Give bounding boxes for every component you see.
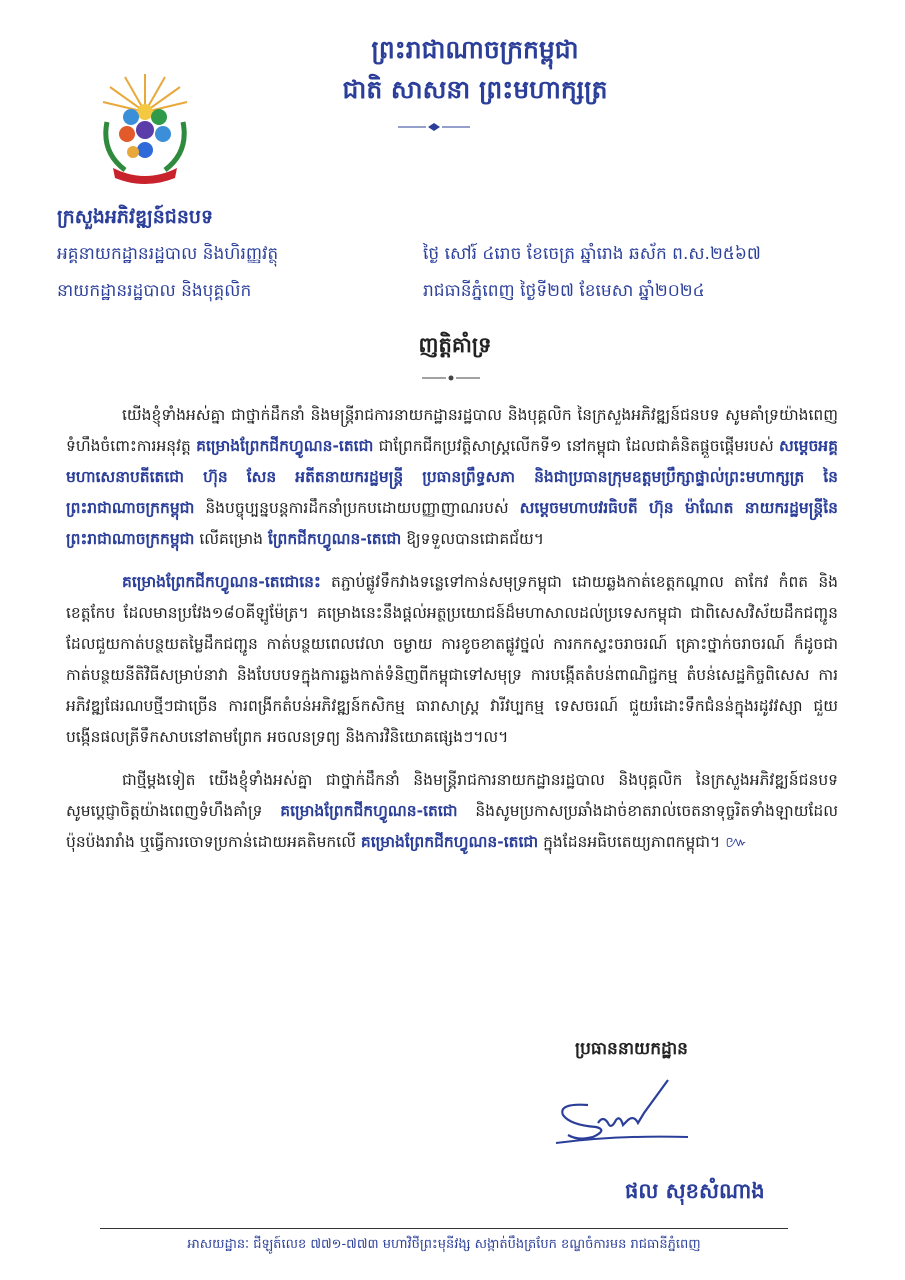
project-name: គម្រោងព្រែកជីកហ្វូណន-តេជោ [360, 833, 539, 851]
project-name: គម្រោងព្រែកជីកហ្វូណន-តេជោនេះ [122, 573, 321, 591]
kingdom-motto [330, 30, 620, 110]
handwritten-signature [548, 1075, 698, 1165]
kingdom-line2: ជាតិ សាសនា ព្រះមហាក្សត្រ [342, 75, 608, 104]
kingdom-line1: ព្រះរាជាណាចក្រកម្ពុជា [371, 35, 579, 64]
text: ឱ្យទទួលបានជោគជ័យ។ [406, 530, 545, 548]
document-title: ញត្តិគាំទ្រ [418, 333, 492, 357]
text: ជាព្រែកជីកប្រវត្តិសាស្ត្រលើកទី១ នៅកម្ពុជា ដែលជាគំនិតផ្តួចផ្តើមរបស់ [378, 437, 774, 455]
project-name: គម្រោងព្រែកជីកហ្វូណន-តេជោ [196, 437, 374, 455]
project-name: ព្រែកជីកហ្វូណន-តេជោ [267, 530, 402, 548]
petition-body [66, 400, 838, 870]
paragraph-2 [66, 567, 838, 753]
footer-divider [100, 1228, 788, 1229]
end-mark: ៚ [725, 833, 748, 851]
motto-ornament [398, 122, 470, 132]
footer-address: អាសយដ្ឋានៈ ជីឡូត៍លេខ ៧៧១-៧៧៣ មហាវិថីព្រះមុនីវង្ស សង្កាត់បឹងត្របែក ខណ្ឌចំការមន រាជធានីភ្នំពេញ [187, 1237, 701, 1252]
paragraph-1 [66, 400, 838, 555]
paragraph-3 [66, 765, 838, 858]
text: ក្នុងដែនអធិបតេយ្យភាពកម្ពុជា។ [543, 833, 721, 851]
signatory-name: ផល សុខសំណាង [625, 1179, 765, 1203]
text: យើងខ្ញុំទាំងអស់គ្នា ជាថ្នាក់ដឹកនាំ និងមន្ត្រីរាជការនាយកដ្ឋានរដ្ឋបាល និងបុគ្គលិក នៃក្រសួងអភិវឌ្ឍន៍ជនបទ សូមគាំទ្រយ៉ាងពេញទំហឹងចំពោះការអនុវត្ត [66, 406, 838, 455]
lunar-date: ថ្ងៃ សៅរ៍ ៤រោច ខែចេត្រ ឆ្នាំរោង ឆស័ក ព.ស.២៥៦៧ [423, 244, 761, 264]
ministry-name: ក្រសួងអភិវឌ្ឍន៍ជនបទ [57, 206, 214, 228]
title-ornament [422, 374, 480, 382]
text: លើគម្រោង [199, 530, 264, 548]
text: តភ្ជាប់ផ្លូវទឹកវាងទន្លេទៅកាន់សមុទ្រកម្ពុជា ដោយឆ្លងកាត់ខេត្តកណ្តាល តាកែវ កំពត និងខេត្តកែប ដែលមានប្រវែង១៨០គីឡូម៉ែត្រ។ គម្រោងនេះនឹងផ្តល់អត្ថប្រយោជន៍ដ៏មហាសាលដល់ប្រទេសកម្ពុជា ជាពិសេសវិស័យដឹកជញ្ជូន ដែលជួយកាត់បន្ថយតម្លៃដឹកជញ្ជូន កាត់បន្ថយពេលវេលា ចម្ងាយ ការខូចខាតផ្លូវថ្នល់ ការកកស្ទះចរាចរណ៍ គ្រោះថ្នាក់ចរាចរណ៍ ក៏ដូចជាកាត់បន្ថយនីតិវិធីសម្រាប់នាវា និងបែបបទក្នុងការឆ្លងកាត់ទំនិញពីកម្ពុជាទៅសមុទ្រ ការបង្កើតតំបន់ពាណិជ្ជកម្ម តំបន់សេដ្ឋកិច្ចពិសេស ការអភិវឌ្ឍផែរណបថ្មីៗជាច្រើន ការពង្រីកតំបន់អភិវឌ្ឍន៍កសិកម្ម ធារាសាស្ត្រ វារីវប្បកម្ម ទេសចរណ៍ ជួយរំដោះទឹកជំនន់ក្នុងរដូវវស្សា ជួយបង្កើនផលត្រីទឹកសាបនៅតាមព្រែក អចលនទ្រព្យ និងការវិនិយោគផ្សេងៗ។ល។ [66, 573, 838, 746]
department: នាយកដ្ឋានរដ្ឋបាល និងបុគ្គលិក [57, 281, 252, 301]
general-department: អគ្គនាយកដ្ឋានរដ្ឋបាល និងហិរញ្ញវត្ថុ [57, 244, 279, 264]
signatory-title: ប្រធាននាយកដ្ឋាន [575, 1039, 688, 1059]
text: ជាថ្មីម្តងទៀត យើងខ្ញុំទាំងអស់គ្នា ជាថ្នាក់ដឹកនាំ និងមន្ត្រីរាជការនាយកដ្ឋានរដ្ឋបាល និងបុគ្គលិក នៃក្រសួងអភិវឌ្ឍន៍ជនបទ សូមប្តេជ្ញាចិត្តយ៉ាងពេញទំហឹងគាំទ្រ [66, 771, 838, 820]
honorific-name: សម្តេចមហាបវរធិបតី ហ៊ុន ម៉ាណែត នាយករដ្ឋមន្ត្រីនៃព្រះរាជាណាចក្រកម្ពុជា [66, 499, 838, 548]
text: និងបច្ចុប្បន្នបន្តការដឹកនាំប្រកបដោយបញ្ញាញាណរបស់ [205, 499, 509, 517]
honorific-name: សម្តេចអគ្គមហាសេនាបតីតេជោ ហ៊ុន សែន អតីតនាយករដ្ឋមន្ត្រី ប្រធានព្រឹទ្ធសភា និងជាប្រធានក្រុមឧត្តមប្រឹក្សាផ្ទាល់ព្រះមហាក្សត្រ នៃព្រះរាជាណាចក្រកម្ពុជា [66, 437, 838, 517]
solar-date: រាជធានីភ្នំពេញ ថ្ងៃទី២៧ ខែមេសា ឆ្នាំ២០២៤ [423, 281, 705, 301]
project-name: គម្រោងព្រែកជីកហ្វូណន-តេជោ [280, 802, 458, 820]
ministry-logo [95, 72, 195, 187]
text: និងសូមប្រកាសប្រឆាំងដាច់ខាតរាល់ចេតនាទុច្ចរិតទាំងឡាយដែលប៉ុនប៉ងរារាំង ឬធ្វើការចោទប្រកាន់ដោយអគតិមកលើ [66, 802, 838, 851]
